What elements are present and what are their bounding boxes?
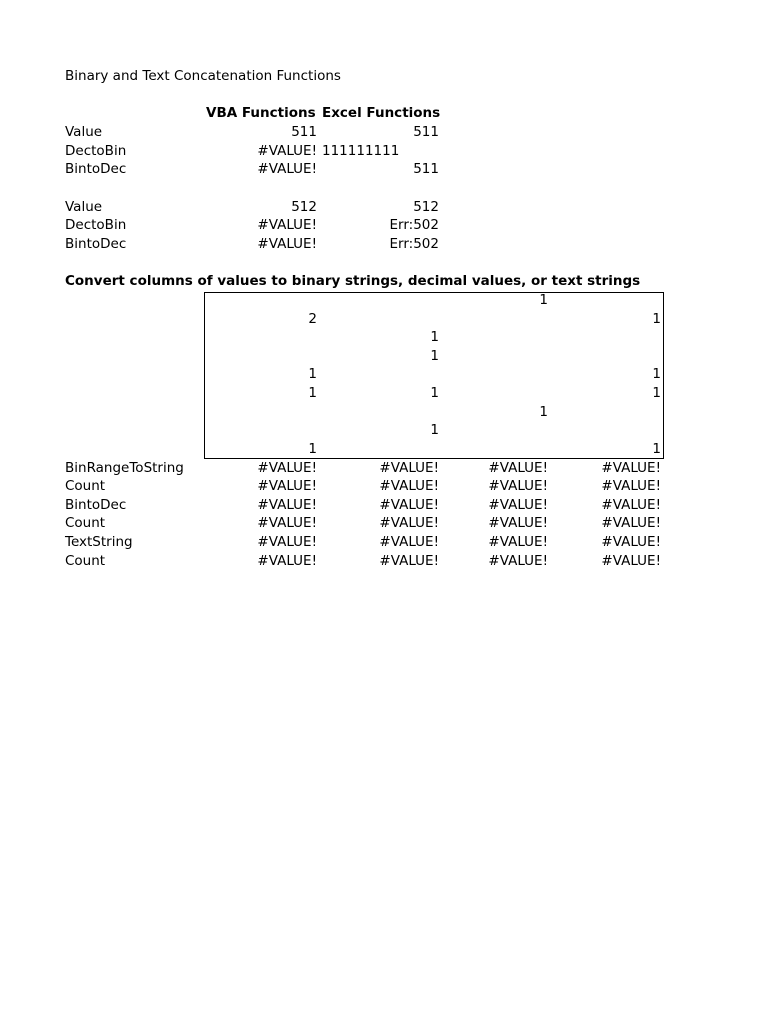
result-cell: #VALUE! <box>601 553 661 569</box>
result-cell: #VALUE! <box>379 534 439 550</box>
result-cell: #VALUE! <box>379 515 439 531</box>
result-cell: #VALUE! <box>379 460 439 476</box>
grid-cell: 1 <box>308 366 317 382</box>
row-label-value: Value <box>65 199 103 215</box>
result-cell: #VALUE! <box>488 553 548 569</box>
excel-value-cell: 512 <box>413 199 439 215</box>
grid-cell: 1 <box>652 385 661 401</box>
result-cell: #VALUE! <box>601 515 661 531</box>
result-cell: #VALUE! <box>379 478 439 494</box>
result-cell: #VALUE! <box>379 553 439 569</box>
result-cell: #VALUE! <box>257 515 317 531</box>
result-label-binrangetostring: BinRangeToString <box>65 460 184 476</box>
result-cell: #VALUE! <box>488 515 548 531</box>
grid-cell: 1 <box>539 292 548 308</box>
row-label-dectobin: DectoBin <box>65 143 127 159</box>
grid-cell: 1 <box>308 441 317 457</box>
grid-cell: 1 <box>430 385 439 401</box>
excel-bintodec-cell: 511 <box>413 161 439 177</box>
row-label-bintodec: BintoDec <box>65 161 127 177</box>
grid-cell: 1 <box>539 404 548 420</box>
result-cell: #VALUE! <box>257 534 317 550</box>
result-cell: #VALUE! <box>601 497 661 513</box>
excel-bintodec-cell: Err:502 <box>389 236 439 252</box>
result-label-count: Count <box>65 553 106 569</box>
vba-dectobin-cell: #VALUE! <box>257 217 317 233</box>
vba-value-cell: 512 <box>291 199 317 215</box>
result-cell: #VALUE! <box>488 460 548 476</box>
header-vba-functions: VBA Functions <box>206 105 316 121</box>
result-cell: #VALUE! <box>601 460 661 476</box>
result-cell: #VALUE! <box>488 534 548 550</box>
result-cell: #VALUE! <box>257 497 317 513</box>
sheet-title: Binary and Text Concatenation Functions <box>65 68 341 84</box>
grid-cell: 2 <box>308 311 317 327</box>
grid-cell: 1 <box>652 366 661 382</box>
result-cell: #VALUE! <box>257 478 317 494</box>
excel-dectobin-cell: Err:502 <box>389 217 439 233</box>
result-label-bintodec: BintoDec <box>65 497 127 513</box>
row-label-bintodec: BintoDec <box>65 236 127 252</box>
result-cell: #VALUE! <box>257 460 317 476</box>
vba-bintodec-cell: #VALUE! <box>257 236 317 252</box>
result-label-count: Count <box>65 478 106 494</box>
result-label-count: Count <box>65 515 106 531</box>
grid-cell: 1 <box>652 311 661 327</box>
excel-value-cell: 511 <box>413 124 439 140</box>
grid-cell: 1 <box>430 329 439 345</box>
vba-dectobin-cell: #VALUE! <box>257 143 317 159</box>
result-cell: #VALUE! <box>488 478 548 494</box>
section-heading: Convert columns of values to binary strings, decimal values, or text strings <box>65 273 641 289</box>
vba-value-cell: 511 <box>291 124 317 140</box>
result-label-textstring: TextString <box>65 534 133 550</box>
result-cell: #VALUE! <box>601 478 661 494</box>
row-label-value: Value <box>65 124 103 140</box>
row-label-dectobin: DectoBin <box>65 217 127 233</box>
result-cell: #VALUE! <box>488 497 548 513</box>
result-cell: #VALUE! <box>379 497 439 513</box>
vba-bintodec-cell: #VALUE! <box>257 161 317 177</box>
header-excel-functions: Excel Functions <box>322 105 441 121</box>
result-cell: #VALUE! <box>601 534 661 550</box>
result-cell: #VALUE! <box>257 553 317 569</box>
grid-cell: 1 <box>430 422 439 438</box>
grid-cell: 1 <box>652 441 661 457</box>
grid-cell: 1 <box>430 348 439 364</box>
grid-cell: 1 <box>308 385 317 401</box>
excel-dectobin-cell: 111111111 <box>322 143 400 159</box>
